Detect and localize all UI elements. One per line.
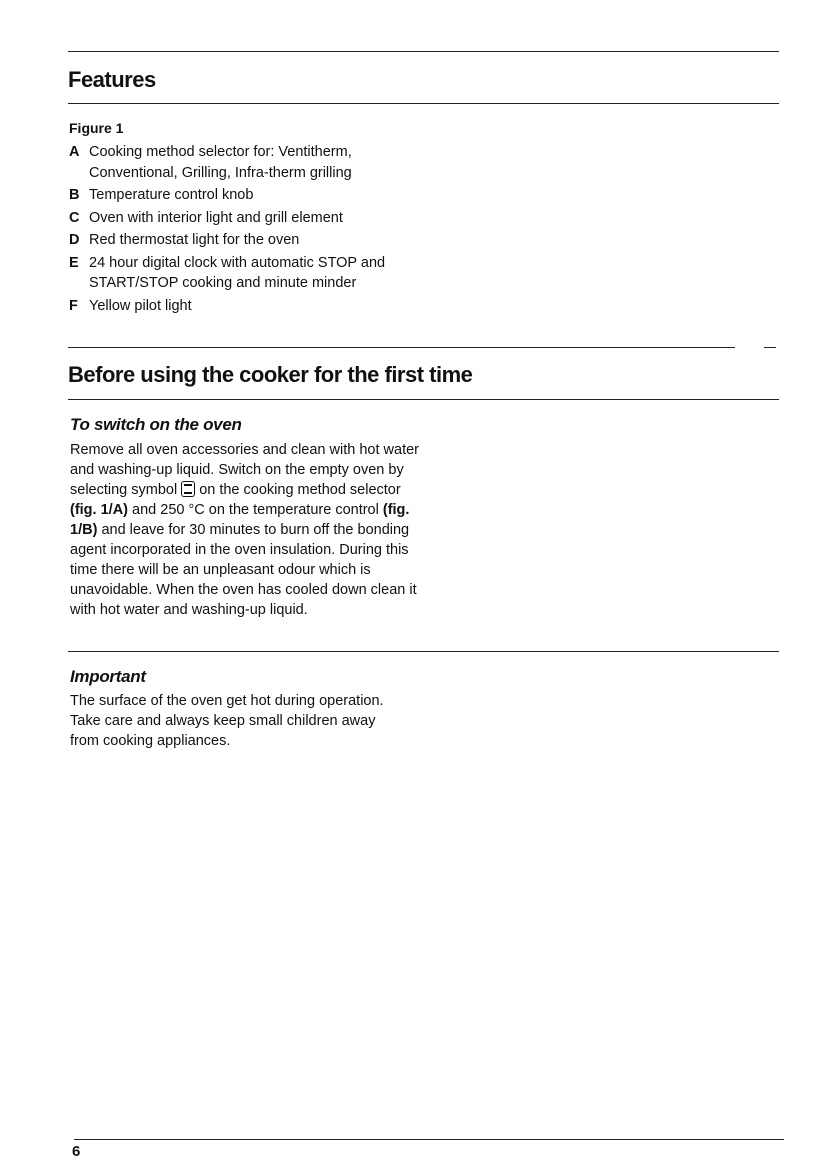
important-text: The surface of the oven get hot during operation. Take care and always keep small children away from cooking appliances. (70, 693, 384, 749)
item-letter: D (69, 232, 80, 248)
fig-ref-1b: (fig. 1/B) (70, 502, 410, 538)
list-item (69, 253, 429, 294)
footer-rule (74, 1139, 784, 1140)
list-item (69, 185, 429, 206)
important-rule (68, 651, 779, 652)
section-rule (68, 347, 735, 348)
item-letter: F (69, 297, 78, 314)
item-text: Cooking method selector for: Ventitherm, Conventional, Grilling, Infra-therm grilling (89, 144, 352, 181)
figure-label: Figure 1 (69, 120, 124, 136)
important-heading: Important (70, 667, 146, 686)
item-text: 24 hour digital clock with automatic STOP and START/STOP cooking and minute minder (89, 254, 386, 291)
before-use-title: Before using the cooker for the first time (68, 362, 473, 387)
list-item (69, 230, 429, 251)
item-letter: A (69, 144, 80, 160)
item-text: Yellow pilot light (89, 297, 192, 314)
switch-on-text-4: and leave for 30 minutes to burn off the bonding agent incorporated in the oven insulation. During this time there will be an unpleasant odour which is unavoidable. When the oven has cooled down clean it with hot water and washing-up liquid. (70, 522, 417, 618)
list-item (69, 142, 429, 183)
section-rule-tick (764, 347, 776, 348)
switch-on-text-2: on the cooking method selector (199, 482, 401, 498)
switch-on-paragraph (70, 440, 420, 620)
switch-on-text-3: and 250 °C on the temperature control (132, 502, 379, 518)
item-letter: C (69, 209, 80, 226)
fig-ref-1a: (fig. 1/A) (70, 502, 128, 518)
item-letter: B (69, 187, 80, 203)
oven-conventional-icon (181, 481, 195, 497)
feature-list (69, 142, 429, 318)
features-rule (68, 103, 779, 104)
list-item (69, 296, 429, 317)
before-use-rule (68, 399, 779, 400)
list-item (69, 208, 429, 229)
item-text: Temperature control knob (89, 187, 254, 203)
page-number: 6 (72, 1143, 81, 1160)
top-rule (68, 51, 779, 52)
item-text: Oven with interior light and grill element (89, 209, 343, 226)
features-title: Features (68, 67, 156, 92)
item-text: Red thermostat light for the oven (89, 232, 300, 248)
switch-on-heading: To switch on the oven (70, 415, 242, 434)
switch-on-text-1: Remove all oven accessories and clean with hot water and washing-up liquid. Switch on the empty oven by selecting symbol (70, 442, 419, 498)
item-letter: E (69, 254, 79, 271)
